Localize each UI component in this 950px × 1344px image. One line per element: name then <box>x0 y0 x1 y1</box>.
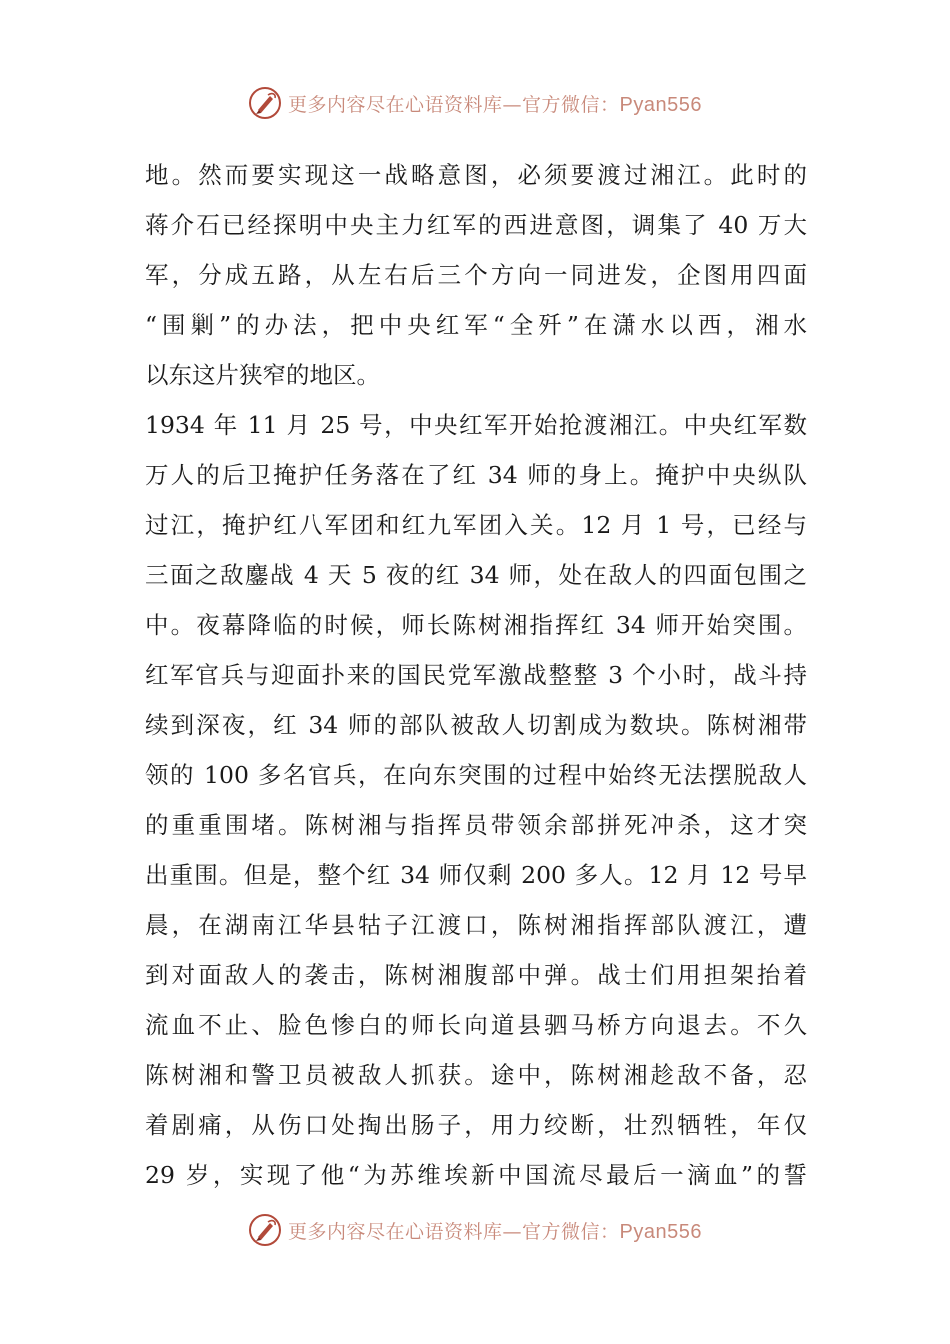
text-line: 续到深夜，红 34 师的部队被敌人切割成为数块。陈树湘带 <box>145 711 807 739</box>
text-line: 地。然而要实现这一战略意图，必须要渡过湘江。此时的 <box>145 161 807 189</box>
text-line: 三面之敌鏖战 4 天 5 夜的红 34 师，处在敌人的四面包围之 <box>145 561 807 589</box>
text-line: 29 岁，实现了他“为苏维埃新中国流尽最后一滴血”的誓 <box>145 1161 807 1189</box>
text-line: 陈树湘和警卫员被敌人抓获。途中，陈树湘趁敌不备，忍 <box>145 1061 807 1089</box>
text-line: 领的 100 多名官兵，在向东突围的过程中始终无法摆脱敌人 <box>145 761 807 789</box>
text-line: 蒋介石已经探明中央主力红军的西进意图，调集了 40 万大 <box>145 211 807 239</box>
text-line: 中。夜幕降临的时候，师长陈树湘指挥红 34 师开始突围。 <box>145 611 807 639</box>
text-line: 万人的后卫掩护任务落在了红 34 师的身上。掩护中央纵队 <box>145 461 807 489</box>
footer-watermark-banner <box>0 1210 950 1250</box>
text-line: 流血不止、脸色惨白的师长向道县驷马桥方向退去。不久 <box>145 1011 807 1039</box>
text-line: 军，分成五路，从左右后三个方向一同进发，企图用四面 <box>145 261 807 289</box>
document-body <box>145 150 807 1200</box>
text-line: 着剧痛，从伤口处掏出肠子，用力绞断，壮烈牺牲，年仅 <box>145 1111 807 1139</box>
pen-logo-icon <box>248 1213 282 1247</box>
text-line: 以东这片狭窄的地区。 <box>145 361 380 389</box>
pen-logo-icon <box>248 86 282 120</box>
header-banner-label: 更多内容尽在心语资料库—官方微信：Pyan556 <box>288 93 702 116</box>
footer-banner-label: 更多内容尽在心语资料库—官方微信：Pyan556 <box>288 1220 702 1243</box>
text-line: 红军官兵与迎面扑来的国民党军激战整整 3 个小时，战斗持 <box>145 661 807 689</box>
text-line: 1934 年 11 月 25 号，中央红军开始抢渡湘江。中央红军数 <box>145 411 807 439</box>
text-line: 晨，在湖南江华县牯子江渡口，陈树湘指挥部队渡江，遭 <box>145 911 807 939</box>
text-line: 的重重围堵。陈树湘与指挥员带领余部拼死冲杀，这才突 <box>145 811 807 839</box>
header-watermark-banner <box>0 83 950 123</box>
text-line: 出重围。但是，整个红 34 师仅剩 200 多人。12 月 12 号早 <box>145 861 807 889</box>
text-line: 过江，掩护红八军团和红九军团入关。12 月 1 号，已经与 <box>145 511 807 539</box>
text-line: “围剿”的办法，把中央红军“全歼”在潇水以西，湘水 <box>145 311 807 339</box>
text-line: 到对面敌人的袭击，陈树湘腹部中弹。战士们用担架抬着 <box>145 961 807 989</box>
